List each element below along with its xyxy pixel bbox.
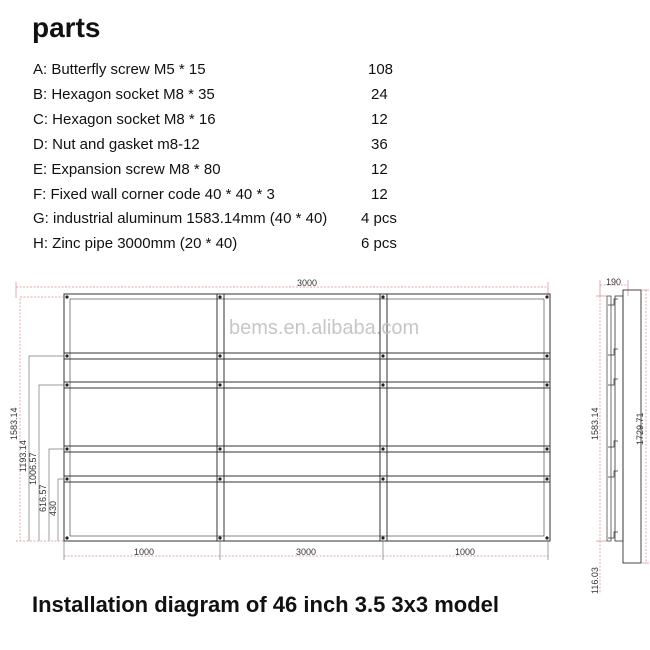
bottom-width-dimension [64,541,548,560]
frame-height-label: 1583.14 [590,407,600,440]
bottom-offset-label: 116.03 [590,567,600,594]
part-name: C: Hexagon socket M8 * 16 [33,111,216,128]
height-label-1: 1583.14 [9,407,19,440]
part-qty: 12 [371,161,388,178]
bottom-width-label: 3000 [296,547,317,557]
side-view [590,277,649,594]
diagram-caption: Installation diagram of 46 inch 3.5 3x3 model [32,592,500,617]
column-width-label-2: 1000 [455,547,476,557]
part-qty: 108 [368,61,394,78]
part-name: H: Zinc pipe 3000mm (20 * 40) [33,235,238,252]
height-label-4: 616.57 [38,484,48,512]
part-qty: 6 pcs [361,235,397,252]
total-height-label: 1729.71 [635,412,645,445]
part-name: E: Expansion screw M8 * 80 [33,161,221,178]
column-width-label-1: 1000 [134,547,155,557]
top-width-dimension [16,278,548,298]
part-qty: 12 [371,111,388,128]
part-qty: 12 [371,186,388,203]
height-label-5: 430 [48,500,58,516]
height-label-3: 1006.57 [28,452,38,485]
part-qty: 36 [371,136,388,153]
part-name: F: Fixed wall corner code 40 * 40 * 3 [33,186,275,203]
part-qty: 24 [371,86,388,103]
watermark: bems.en.alibaba.com [229,317,420,339]
part-qty: 4 pcs [361,210,397,227]
part-name: D: Nut and gasket m8-12 [33,136,200,153]
depth-label: 190 [606,277,622,287]
part-name: A: Butterfly screw M5 * 15 [33,61,206,78]
part-name: B: Hexagon socket M8 * 35 [33,86,215,103]
height-label-2: 1193.14 [18,440,28,472]
top-width-label: 3000 [297,278,318,288]
parts-heading: parts [32,12,101,43]
part-name: G: industrial aluminum 1583.14mm (40 * 40) [33,210,328,227]
